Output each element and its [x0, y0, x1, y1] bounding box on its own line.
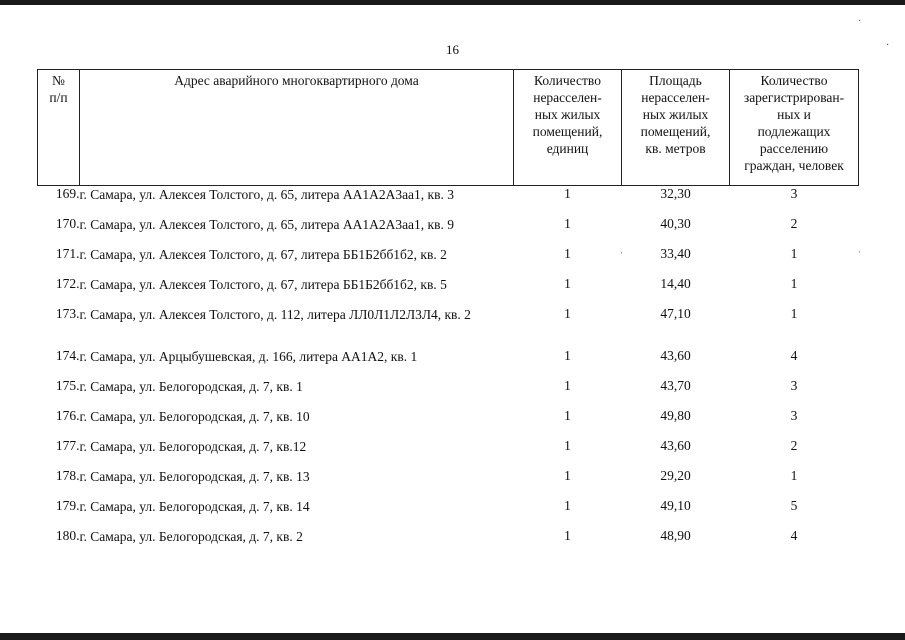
row-address: г. Самара, ул. Алексея Толстого, д. 67, литера ББ1Б2бб1б2, кв. 2	[79, 246, 447, 262]
row-address: г. Самара, ул. Алексея Толстого, д. 65, литера АА1А2А3аа1, кв. 3	[79, 187, 454, 202]
row-people: 4	[790, 527, 798, 543]
row-area: 14,40	[660, 275, 691, 291]
row-number: 169.	[55, 186, 80, 201]
table-row	[38, 276, 859, 306]
scan-speck: ˌ	[858, 242, 862, 253]
row-count: 1	[564, 467, 571, 483]
row-area: 49,80	[660, 407, 691, 423]
row-number: 174.	[55, 347, 80, 363]
row-people: 4	[790, 347, 798, 363]
table-row	[38, 528, 859, 558]
row-address: г. Самара, ул. Алексея Толстого, д. 65, литера АА1А2А3аа1, кв. 9	[79, 216, 454, 232]
row-area: 48,90	[660, 527, 691, 543]
row-people: 3	[790, 377, 798, 393]
row-people: 5	[790, 497, 798, 513]
row-people: 1	[790, 275, 798, 291]
page-number: 16	[446, 42, 459, 57]
table-header-row	[38, 70, 859, 186]
table-row	[38, 468, 859, 498]
row-address: г. Самара, ул. Арцыбушевская, д. 166, литера АА1А2, кв. 1	[79, 348, 418, 364]
row-number: 176.	[55, 407, 80, 423]
table-row	[38, 186, 859, 216]
row-count: 1	[564, 437, 571, 453]
header-address	[80, 70, 514, 186]
header-count	[514, 70, 622, 186]
header-people	[730, 70, 859, 186]
row-area: 33,40	[660, 245, 691, 261]
table-row	[38, 246, 859, 276]
row-count: 1	[564, 527, 571, 543]
row-count: 1	[564, 186, 571, 201]
row-area: 40,30	[660, 215, 691, 231]
row-people: 3	[790, 407, 798, 423]
row-number: 180.	[55, 527, 80, 543]
row-area: 32,30	[660, 186, 691, 201]
header-people-text: Количество зарегистрирован- ных и подлежащих расселению граждан, человек	[743, 73, 845, 173]
row-address: г. Самара, ул. Белогородская, д. 7, кв. 10	[79, 408, 310, 424]
row-people: 2	[790, 437, 798, 453]
row-number: 173.	[55, 305, 80, 321]
row-people: 2	[790, 215, 798, 231]
row-people: 1	[790, 245, 798, 261]
header-area-text: Площадь нерасселен- ных жилых помещений, кв. метров	[640, 73, 711, 156]
header-area	[622, 70, 730, 186]
row-count: 1	[564, 305, 571, 321]
row-address: г. Самара, ул. Белогородская, д. 7, кв. 1	[79, 378, 303, 394]
table-row	[38, 408, 859, 438]
scan-speck: ·	[858, 16, 862, 27]
row-people: 3	[790, 186, 798, 201]
row-people: 1	[790, 305, 798, 321]
row-number: 178.	[55, 467, 80, 483]
header-number	[38, 70, 80, 186]
header-count-text: Количество нерасселен- ных жилых помещений, единиц	[532, 73, 603, 156]
table-row	[38, 438, 859, 468]
row-number: 170.	[55, 215, 80, 231]
scan-speck: ˌ	[620, 243, 624, 254]
scan-border-bottom	[0, 633, 905, 640]
table-row	[38, 498, 859, 528]
row-count: 1	[564, 347, 571, 363]
housing-table	[37, 69, 862, 558]
row-count: 1	[564, 215, 571, 231]
row-count: 1	[564, 245, 571, 261]
table-row	[38, 306, 859, 348]
row-number: 177.	[55, 437, 80, 453]
scan-speck: ·	[886, 40, 890, 51]
row-area: 47,10	[660, 305, 691, 321]
row-address: г. Самара, ул. Алексея Толстого, д. 112, литера ЛЛ0Л1Л2Л3Л4, кв. 2	[79, 306, 471, 322]
row-count: 1	[564, 377, 571, 393]
table-row	[38, 378, 859, 408]
row-count: 1	[564, 497, 571, 513]
row-number: 175.	[55, 377, 80, 393]
row-address: г. Самара, ул. Белогородская, д. 7, кв.12	[79, 438, 307, 454]
row-area: 49,10	[660, 497, 691, 513]
row-address: г. Самара, ул. Белогородская, д. 7, кв. 13	[79, 468, 310, 484]
row-address: г. Самара, ул. Алексея Толстого, д. 67, литера ББ1Б2бб1б2, кв. 5	[79, 276, 447, 292]
header-address-text: Адрес аварийного многоквартирного дома	[174, 73, 419, 88]
row-number: 179.	[55, 497, 80, 513]
row-people: 1	[790, 467, 798, 483]
row-address: г. Самара, ул. Белогородская, д. 7, кв. 2	[79, 528, 303, 544]
row-area: 29,20	[660, 467, 691, 483]
header-number-text: № п/п	[49, 73, 68, 105]
row-area: 43,60	[660, 437, 691, 453]
row-area: 43,70	[660, 377, 691, 393]
row-number: 171.	[55, 245, 80, 261]
table-row	[38, 216, 859, 246]
scan-border-top	[0, 0, 905, 5]
row-address: г. Самара, ул. Белогородская, д. 7, кв. 14	[79, 498, 310, 514]
row-count: 1	[564, 275, 571, 291]
row-number: 172.	[55, 275, 80, 291]
row-count: 1	[564, 407, 571, 423]
row-area: 43,60	[660, 347, 691, 363]
table-row	[38, 348, 859, 378]
